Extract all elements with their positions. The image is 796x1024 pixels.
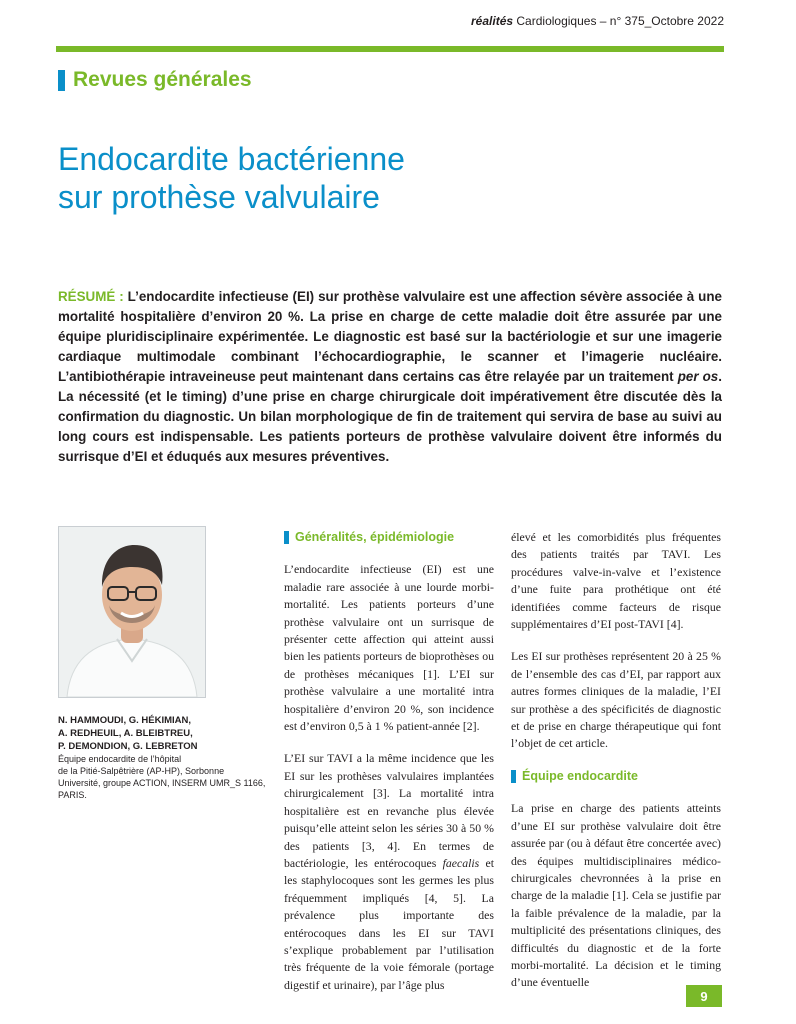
author-affiliation — [58, 753, 272, 801]
paragraph: élevé et les comorbidités plus fréquentes des patients traités par TAVI. Les procédures valve-in-valve et l’existence d’une fuite para prothétique ont été identifiées comme facteurs de risque supplémentaires d’EI post-TAVI [4]. — [511, 530, 721, 632]
text-column-2 — [511, 529, 721, 1007]
paragraph: L’endocardite infectieuse (EI) est une maladie rare associée à une lourde morbi-mortalité. Les patients porteurs d’une prothèse valvulaire ont un surrisque de présenter cette affection qui atteint aussi bien les patients porteurs de bioprothèses ou de prothèses mécaniques [1]. L’EI sur prothèse valvulaire a une mortalité intra hospitalière d’environ 20 %, son incidence est d’environ 0,5 à 1 % patient-année [2]. — [284, 562, 494, 734]
section-label — [58, 68, 252, 92]
section-marker — [58, 70, 65, 91]
author-line-2: A. REDHEUIL, A. BLEIBTREU, — [58, 728, 193, 739]
paragraph-italic: faecalis — [442, 855, 480, 870]
article-title — [58, 140, 718, 216]
article-title-line2: sur prothèse valvulaire — [58, 179, 380, 215]
journal-header — [471, 14, 724, 28]
author-portrait-illustration — [59, 527, 205, 697]
author-line-1: N. HAMMOUDI, G. HÉKIMIAN, — [58, 715, 191, 726]
affiliation-line-1: Équipe endocardite de l’hôpital — [58, 754, 182, 764]
journal-brand: réalités — [471, 14, 514, 28]
paragraph: Les EI sur prothèses représentent 20 à 25 % de l’ensemble des cas d’EI, par rapport aux autres formes cliniques de la maladie, l’EI sur prothèse a des spécificités de diagnostic et de prise en charge thérapeutique qui font l’objet de cet article. — [511, 649, 721, 751]
abstract-text-1: L’endocardite infectieuse (EI) sur prothèse valvulaire est une affection sévère associée à une mortalité hospitalière d’environ 20 %. La prise en charge de cette maladie doit être assurée par une équipe pluridisciplinaire expérimentée. Le diagnostic est basé sur la bactériologie et sur une imagerie cardiaque multimodale combinant l’échocardiographie, le scanner et l’imagerie nucléaire. L’antibiothérapie intraveineuse peut maintenant dans certains cas être relayée par un traitement — [58, 289, 722, 384]
affiliation-line-2: de la Pitié-Salpêtrière (AP-HP), Sorbonne — [58, 766, 225, 776]
journal-issue: Cardiologiques – n° 375_Octobre 2022 — [516, 14, 724, 28]
page-number: 9 — [686, 985, 722, 1007]
author-photo — [58, 526, 206, 698]
affiliation-line-3: Université, groupe ACTION, INSERM UMR_S 1166, — [58, 778, 266, 788]
affiliation-line-4: PARIS. — [58, 790, 87, 800]
paragraph — [284, 750, 494, 994]
subheading-epidemiology — [284, 529, 494, 546]
subheading-marker — [284, 531, 289, 544]
text-column-1 — [284, 529, 494, 1009]
subheading-team-text: Équipe endocardite — [522, 768, 638, 783]
paragraph-text-1: L’EI sur TAVI a la même incidence que les EI sur les prothèses valvulaires implantées chirurgicalement [3]. La mortalité intra hospitalière est en revanche plus élevée puisqu’elle atteint selon les séries 30 à 50 % des patients [3, 4]. En termes de bactériologie, les entérocoques — [284, 751, 494, 870]
abstract-label: RÉSUMÉ : — [58, 289, 124, 304]
abstract-italic: per os — [677, 369, 719, 384]
abstract — [58, 287, 722, 467]
subheading-team — [511, 768, 721, 785]
subheading-epidemiology-text: Généralités, épidémiologie — [295, 530, 455, 544]
abstract-text-2: . La nécessité (et le timing) d’une prise en charge chirurgicale doit impérativement être discutée dès la confirmation du diagnostic. Un bilan morphologique de fin de traitement qui servira de base au suivi au long cours est indispensable. Les patients porteurs de prothèse valvulaire doivent être informés du surrisque d’EI et éduqués aux mesures préventives. — [58, 369, 722, 464]
author-line-3: P. DEMONDION, G. LEBRETON — [58, 741, 198, 752]
paragraph: La prise en charge des patients atteints d’une EI sur prothèse valvulaire doit être assurée par (ou à défaut être concertée avec) des équipes multidisciplinaires médico-chirurgicales chevronnées à la prise en charge de la maladie [1]. Cela se justifie par la faible prévalence de la maladie, par la multiplicité des présentations cliniques, des difficultés du diagnostic et de la forte morbi-mortalité. La décision et le timing d’une éventuelle — [511, 801, 721, 990]
header-rule — [56, 46, 724, 52]
subheading-marker — [511, 770, 516, 783]
section-label-text: Revues générales — [73, 68, 252, 91]
author-list — [58, 714, 258, 753]
article-title-line1: Endocardite bactérienne — [58, 141, 405, 177]
paragraph-text-2: et les staphylocoques sont les germes les plus fréquemment impliqués [4, 5]. La prévalence plus importante des entérocoques dans les EI sur TAVI s’explique probablement par l’utilisation très fréquente de la voie fémorale (portage digestif et urinaire), par l’âge plus — [284, 855, 495, 992]
